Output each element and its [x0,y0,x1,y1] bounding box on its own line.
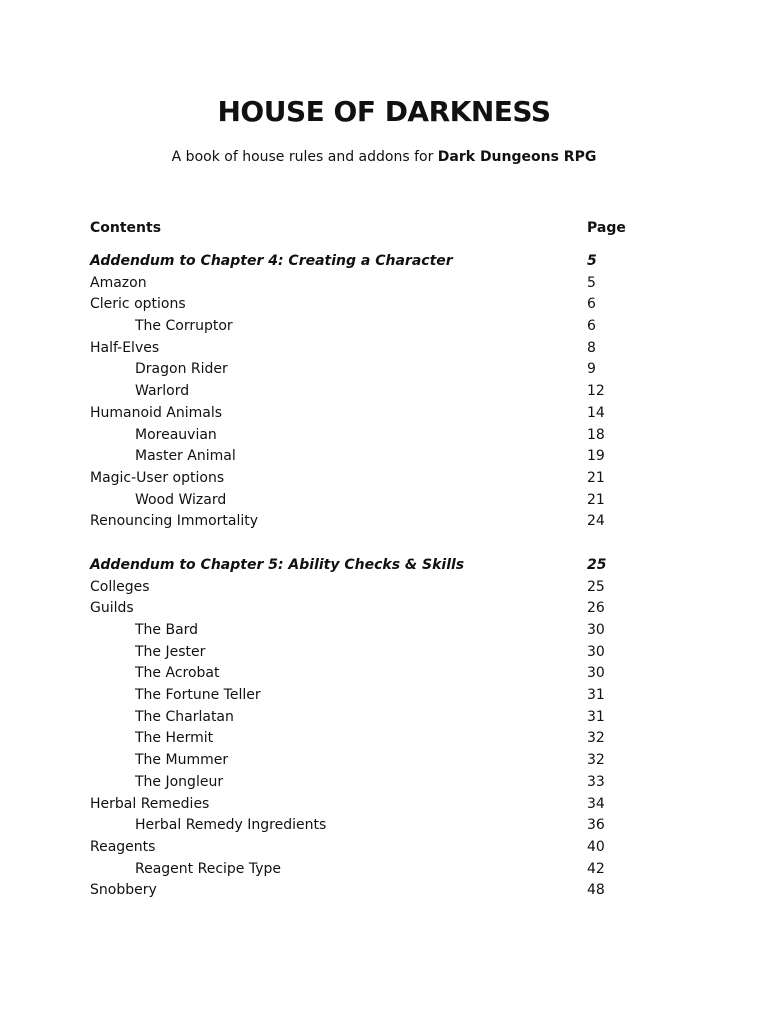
toc-entry-page: 8 [587,339,596,356]
toc-subentry-page: 6 [587,318,596,335]
toc-spacer [90,240,650,251]
toc-subentry-page: 12 [587,383,605,400]
toc-subentry-page: 9 [587,361,596,378]
toc-section-heading-page: 25 [587,556,607,573]
toc-subentry [90,316,650,338]
toc-entry-label: Herbal Remedies [90,795,210,812]
subtitle-prefix: A book of house rules and addons for [171,149,438,165]
toc-entry-label: Snobbery [90,882,157,899]
toc-entry [90,338,650,360]
toc-subentry [90,728,650,750]
toc-entry [90,403,650,425]
toc-subentry-label: The Corruptor [135,318,233,335]
toc-subentry-label: The Mummer [135,752,229,769]
toc-entry-page: 24 [587,513,605,530]
toc-section-heading-page: 5 [587,253,597,269]
toc-entry-page: 26 [587,600,605,617]
toc-subentry [90,620,650,642]
document-title: HOUSE OF DARKNESS [217,95,551,128]
toc-subentry-label: The Fortune Teller [135,687,261,704]
toc-section-heading [90,251,650,273]
toc-entry [90,468,650,490]
toc-entry-label: Half-Elves [90,339,160,356]
toc-subentry-label: The Jongleur [135,773,224,790]
toc-entry-page: 34 [587,795,605,812]
toc-subentry-label: Warlord [135,383,190,400]
toc-subentry-label: Master Animal [135,448,236,465]
toc-subentry [90,750,650,772]
toc-subentry [90,446,650,468]
toc-subentry [90,425,650,447]
toc-entry-page: 25 [587,578,605,595]
toc-subentry-page: 30 [587,665,605,682]
toc-subentry [90,359,650,381]
toc-entry-page: 5 [587,274,596,291]
toc-subentry-label: Wood Wizard [135,491,227,508]
toc-entry [90,294,650,316]
toc-subentry-page: 30 [587,622,605,638]
toc-subentry-page: 32 [587,752,605,769]
toc-entry-label: Reagents [90,838,156,855]
toc-subentry-label: Moreauvian [135,426,217,443]
document-subtitle [0,149,768,165]
toc-entry [90,598,650,620]
toc-subentry-page: 36 [587,817,605,834]
toc-subentry-label: The Hermit [135,730,214,747]
toc-subentry-label: The Jester [135,643,206,660]
toc-subentry [90,859,650,881]
toc-entry-page: 14 [587,404,605,421]
toc-subentry-page: 33 [587,773,605,790]
toc-subentry-page: 31 [587,708,605,725]
toc-subentry-page: 19 [587,448,605,465]
toc-entry [90,511,650,533]
toc-entry [90,273,650,295]
toc-entry-page: 48 [587,882,605,899]
toc-subentry-page: 21 [587,491,605,508]
toc-header-page: Page [587,220,626,236]
toc-entry-label: Colleges [90,578,150,595]
toc-entry [90,880,650,902]
toc-subentry [90,490,650,512]
toc-subentry-page: 42 [587,860,605,877]
toc-subentry-page: 31 [587,687,605,704]
toc-section-heading-label: Addendum to Chapter 4: Creating a Character [90,253,453,269]
toc-entry-label: Cleric options [90,296,186,313]
toc-subentry [90,815,650,837]
toc-entry-page: 6 [587,296,596,313]
toc-section-heading [90,555,650,577]
toc-entry [90,837,650,859]
toc-subentry [90,381,650,403]
toc-header-contents: Contents [90,220,162,236]
toc-body [90,240,650,902]
toc-spacer [90,533,650,555]
toc-subentry [90,642,650,664]
toc-entry [90,577,650,599]
toc-subentry-page: 30 [587,643,605,660]
toc-entry-label: Amazon [90,274,147,291]
toc-subentry-label: Herbal Remedy Ingredients [135,817,327,834]
toc-subentry-page: 32 [587,730,605,747]
toc-entry-page: 21 [587,469,605,486]
toc-entry-label: Guilds [90,600,134,617]
toc-section-heading-label: Addendum to Chapter 5: Ability Checks & Skills [90,556,465,573]
toc-entry [90,794,650,816]
toc-subentry-page: 18 [587,426,605,443]
toc-subentry [90,663,650,685]
toc-entry-label: Humanoid Animals [90,404,223,421]
toc-subentry [90,685,650,707]
toc-header [90,216,650,240]
table-of-contents [90,216,650,902]
toc-entry-label: Renouncing Immortality [90,513,259,530]
subtitle-emphasis: Dark Dungeons RPG [437,149,597,165]
toc-subentry-label: The Charlatan [135,708,234,725]
toc-subentry [90,707,650,729]
toc-subentry [90,772,650,794]
toc-subentry-label: Dragon Rider [135,361,228,378]
toc-entry-page: 40 [587,838,605,855]
toc-subentry-label: The Acrobat [135,665,220,682]
toc-entry-label: Magic-User options [90,469,225,486]
toc-subentry-label: The Bard [135,622,199,638]
toc-subentry-label: Reagent Recipe Type [135,860,282,877]
